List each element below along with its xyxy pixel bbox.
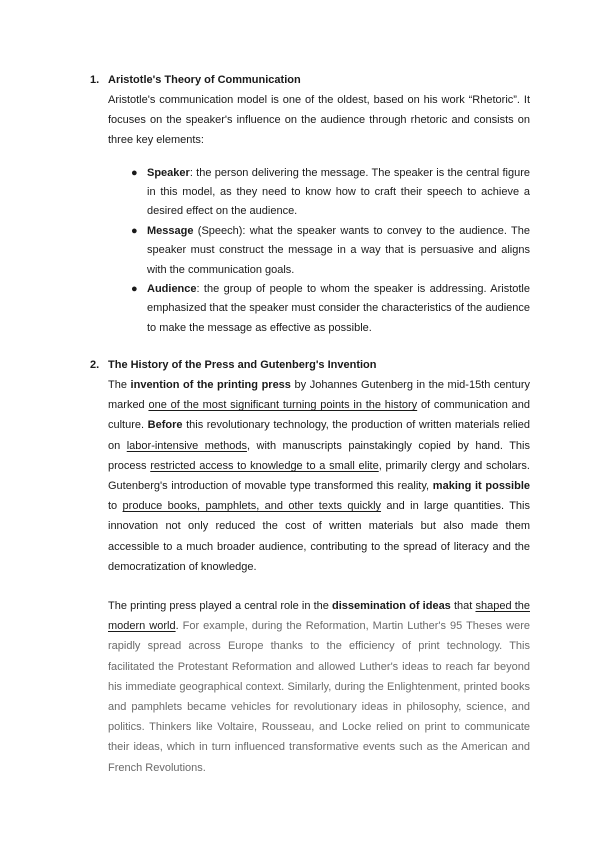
underlined-phrase: restricted access to knowledge to a small elite bbox=[150, 459, 379, 472]
text-run: The bbox=[108, 379, 131, 391]
section-number: 2. bbox=[90, 359, 100, 371]
bullet-item bbox=[108, 164, 530, 222]
underlined-phrase: one of the most significant turning points in the history bbox=[148, 399, 418, 412]
bold-phrase: dissemination of ideas bbox=[332, 600, 451, 613]
section-heading bbox=[90, 70, 530, 90]
section-aristotle bbox=[90, 70, 530, 338]
bullet-item bbox=[108, 222, 530, 280]
text-run: that bbox=[450, 600, 476, 613]
underlined-phrase: labor-intensive methods bbox=[126, 439, 247, 452]
section-title: The History of the Press and Gutenberg's Invention bbox=[108, 359, 377, 371]
section-title: Aristotle's Theory of Communication bbox=[108, 74, 301, 86]
paragraph-dissemination bbox=[108, 596, 530, 778]
bullet-icon: ● bbox=[131, 224, 138, 237]
bullet-icon: ● bbox=[131, 166, 138, 179]
bullet-text: : the group of people to whom the speaker is addressing. Aristotle emphasized that the speaker must consider the characteristics of the audience to make the message as effective as possible. bbox=[147, 283, 530, 334]
bullet-term: Speaker bbox=[147, 166, 190, 179]
gray-text-run: For example, during the Reformation, Martin Luther's 95 Theses were rapidly spread across Europe thanks to the efficiency of print technology. This facilitated the Protestant Reformation and allowed Luther's ideas to reach far beyond his immediate geographical context. Similarly, during the Enlightenment, printed books and pamphlets became vehicles for revolutionary ideas in philosophy, science, and politics. Thinkers like Voltaire, Rousseau, and Locke relied on print to communicate their ideas, which in turn influenced transformative events such as the American and French Revolutions. bbox=[108, 620, 530, 774]
text-run: and in large quantities. This innovation not only reduced the cost of written materials but also made them accessible to a much broader audience, contributing to the spread of literacy and the democratization of knowledge. bbox=[108, 500, 530, 573]
text-run: , with manuscripts painstakingly copied by hand. This process bbox=[108, 439, 530, 472]
text-run: by Johannes Gutenberg in the mid-15th century marked bbox=[108, 379, 531, 412]
section-body bbox=[108, 90, 530, 338]
bullet-item bbox=[108, 280, 530, 338]
section-body bbox=[108, 375, 530, 778]
bold-phrase: invention of the printing press bbox=[130, 379, 291, 391]
text-run: this revolutionary technology, the production of written materials relied on bbox=[108, 419, 530, 452]
text-run: The printing press played a central role in the bbox=[108, 600, 333, 613]
underlined-phrase: shaped the modern world bbox=[108, 600, 530, 633]
bold-phrase: making it possible bbox=[432, 480, 530, 493]
section-printing-press bbox=[90, 355, 530, 778]
bullet-icon: ● bbox=[131, 283, 138, 296]
text-run: of communication and culture. bbox=[108, 399, 530, 432]
intro-paragraph: Aristotle's communication model is one of the oldest, based on his work “Rhetoric”. It focuses on the speaker's influence on the audience through rhetoric and consists on three key elements: bbox=[108, 94, 530, 147]
text-run: to bbox=[108, 500, 123, 513]
text-run: . bbox=[175, 620, 179, 633]
section-heading bbox=[90, 355, 530, 375]
bullet-term: Message bbox=[147, 224, 194, 237]
paragraph-gutenberg bbox=[108, 375, 530, 577]
text-run: , primarily clergy and scholars. Gutenberg's introduction of movable type transformed this reality, bbox=[108, 459, 530, 493]
underlined-phrase: produce books, pamphlets, and other texts quickly bbox=[122, 500, 382, 513]
bullet-text: (Speech): what the speaker wants to convey to the audience. The speaker must construct the message in a way that is persuasive and aligns with the communication goals. bbox=[147, 224, 530, 276]
section-number: 1. bbox=[90, 74, 100, 86]
bold-phrase: Before bbox=[147, 419, 183, 432]
bullet-text: : the person delivering the message. The speaker is the central figure in this model, as they need to know how to craft their speech to achieve a desired effect on the audience. bbox=[147, 166, 530, 218]
bullet-term: Audience bbox=[147, 283, 197, 296]
bullet-list bbox=[108, 164, 530, 339]
